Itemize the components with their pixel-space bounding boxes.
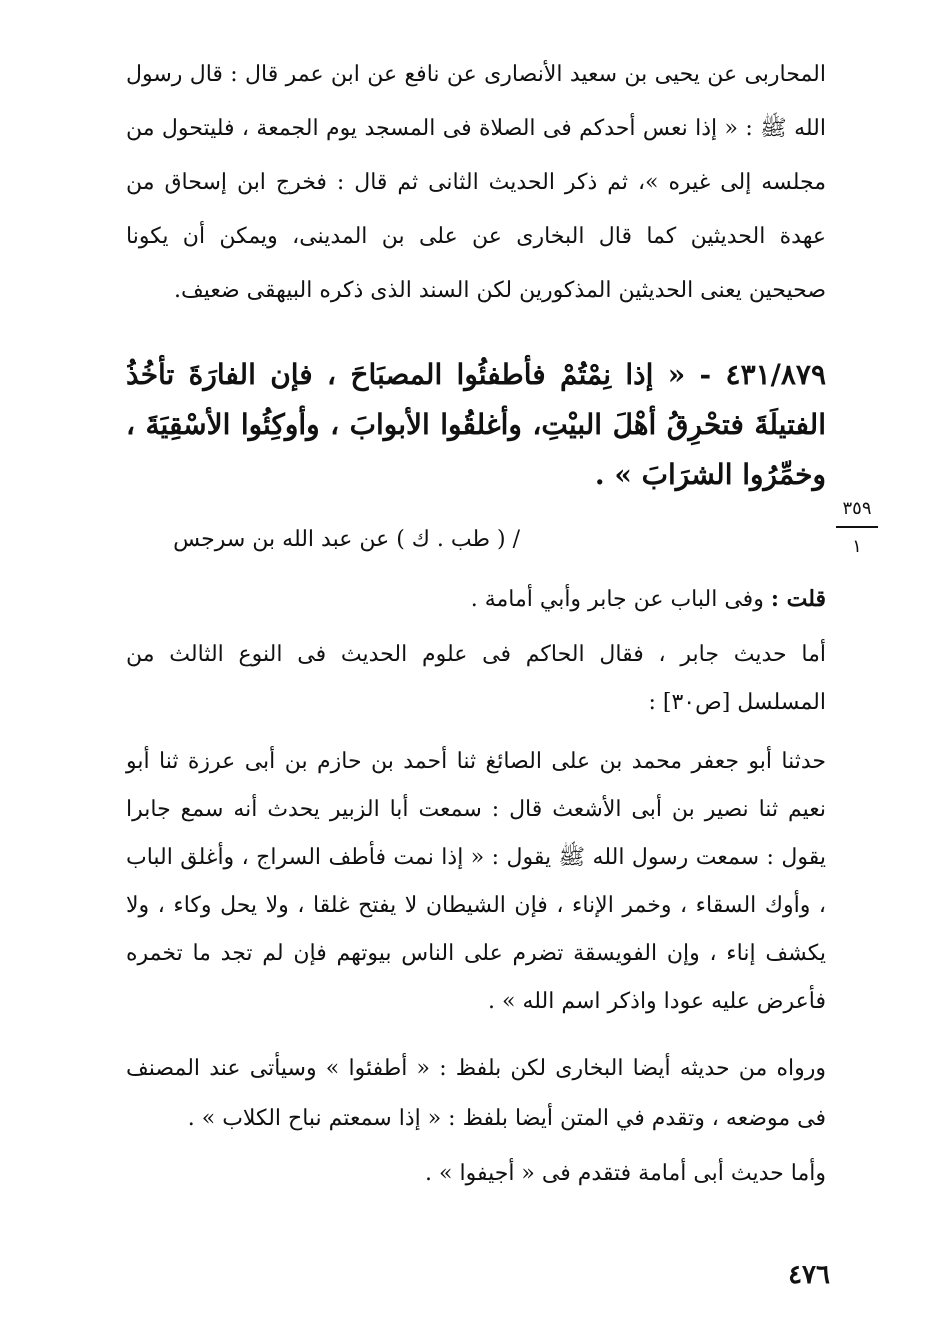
isnad-paragraph: حدثنا أبو جعفر محمد بن على الصائغ ثنا أحمد بن حازم بن أبى عرزة ثنا أبو نعيم ثنا نصير بن أبى الأشعث قال : سمعت أبا الزبير يحدث أنه سمع جابرا يقول : سمعت رسول الله ﷺ يقول : « إذا نمت فأطف السراج ، وأغلق الباب ، وأوك السقاء ، وخمر الإناء ، فإن الشيطان لا يفتح غلقا ، ولا يحل وكاء ، ولا يكشف إناء ، وإن الفويسقة تضرم على الناس بيوتهم فإن لم تجد ما تخمره فأعرض عليه عودا واذكر اسم الله » . xyxy=(126,749,826,1014)
qult-text: وفى الباب عن جابر وأبي أمامة . xyxy=(470,587,771,612)
margin-reference-rule xyxy=(836,526,878,528)
qult-paragraph xyxy=(126,577,826,622)
margin-reference xyxy=(836,496,878,560)
margin-reference-top: ٣٥٩ xyxy=(842,498,872,519)
jabir-paragraph: أما حديث جابر ، فقال الحاكم فى علوم الحديث فى النوع الثالث من المسلسل [ص٣٠] : xyxy=(126,642,826,715)
riwaya-paragraph: ورواه من حديثه أيضا البخارى لكن بلفظ : « أطفئوا » وسيأتى عند المصنف فى موضعه ، وتقدم في المتن أيضا بلفظ : « إذا سمعتم نباح الكلاب » . xyxy=(126,1056,826,1131)
hadith-source: / ( طب . ك ) عن عبد الله بن سرجس xyxy=(173,527,520,552)
hadith-text: ٤٣١/٨٧٩ - « إذا نِمْتُمْ فأطفئُوا المصبَاحَ ، فإن الفارَةَ تأخُذُ الفتيلَةَ فتحْرِقُ أهْلَ البيْتِ، وأغلقُوا الأبوابَ ، وأوكِئُوا الأسْقِيَةَ ، وخمِّرُوا الشرَابَ » . xyxy=(126,358,826,491)
intro-paragraph: المحاربى عن يحيى بن سعيد الأنصارى عن نافع عن ابن عمر قال : قال رسول الله ﷺ : « إذا نعس أحدكم فى الصلاة فى المسجد يوم الجمعة ، فليتحول من مجلسه إلى غيره »، ثم ذكر الحديث الثانى ثم قال : فخرج ابن إسحاق من عهدة الحديثين كما قال البخارى عن على بن المدينى، ويمكن أن يكونا صحيحين يعنى الحديثين المذكورين لكن السند الذى ذكره البيهقى ضعيف. xyxy=(126,62,826,303)
margin-reference-bottom: ١ xyxy=(852,536,862,557)
page-number: ٤٧٦ xyxy=(788,1260,830,1290)
qult-lead: قلت : xyxy=(770,586,826,612)
umama-paragraph: وأما حديث أبى أمامة فتقدم فى « أجيفوا » . xyxy=(425,1161,826,1186)
